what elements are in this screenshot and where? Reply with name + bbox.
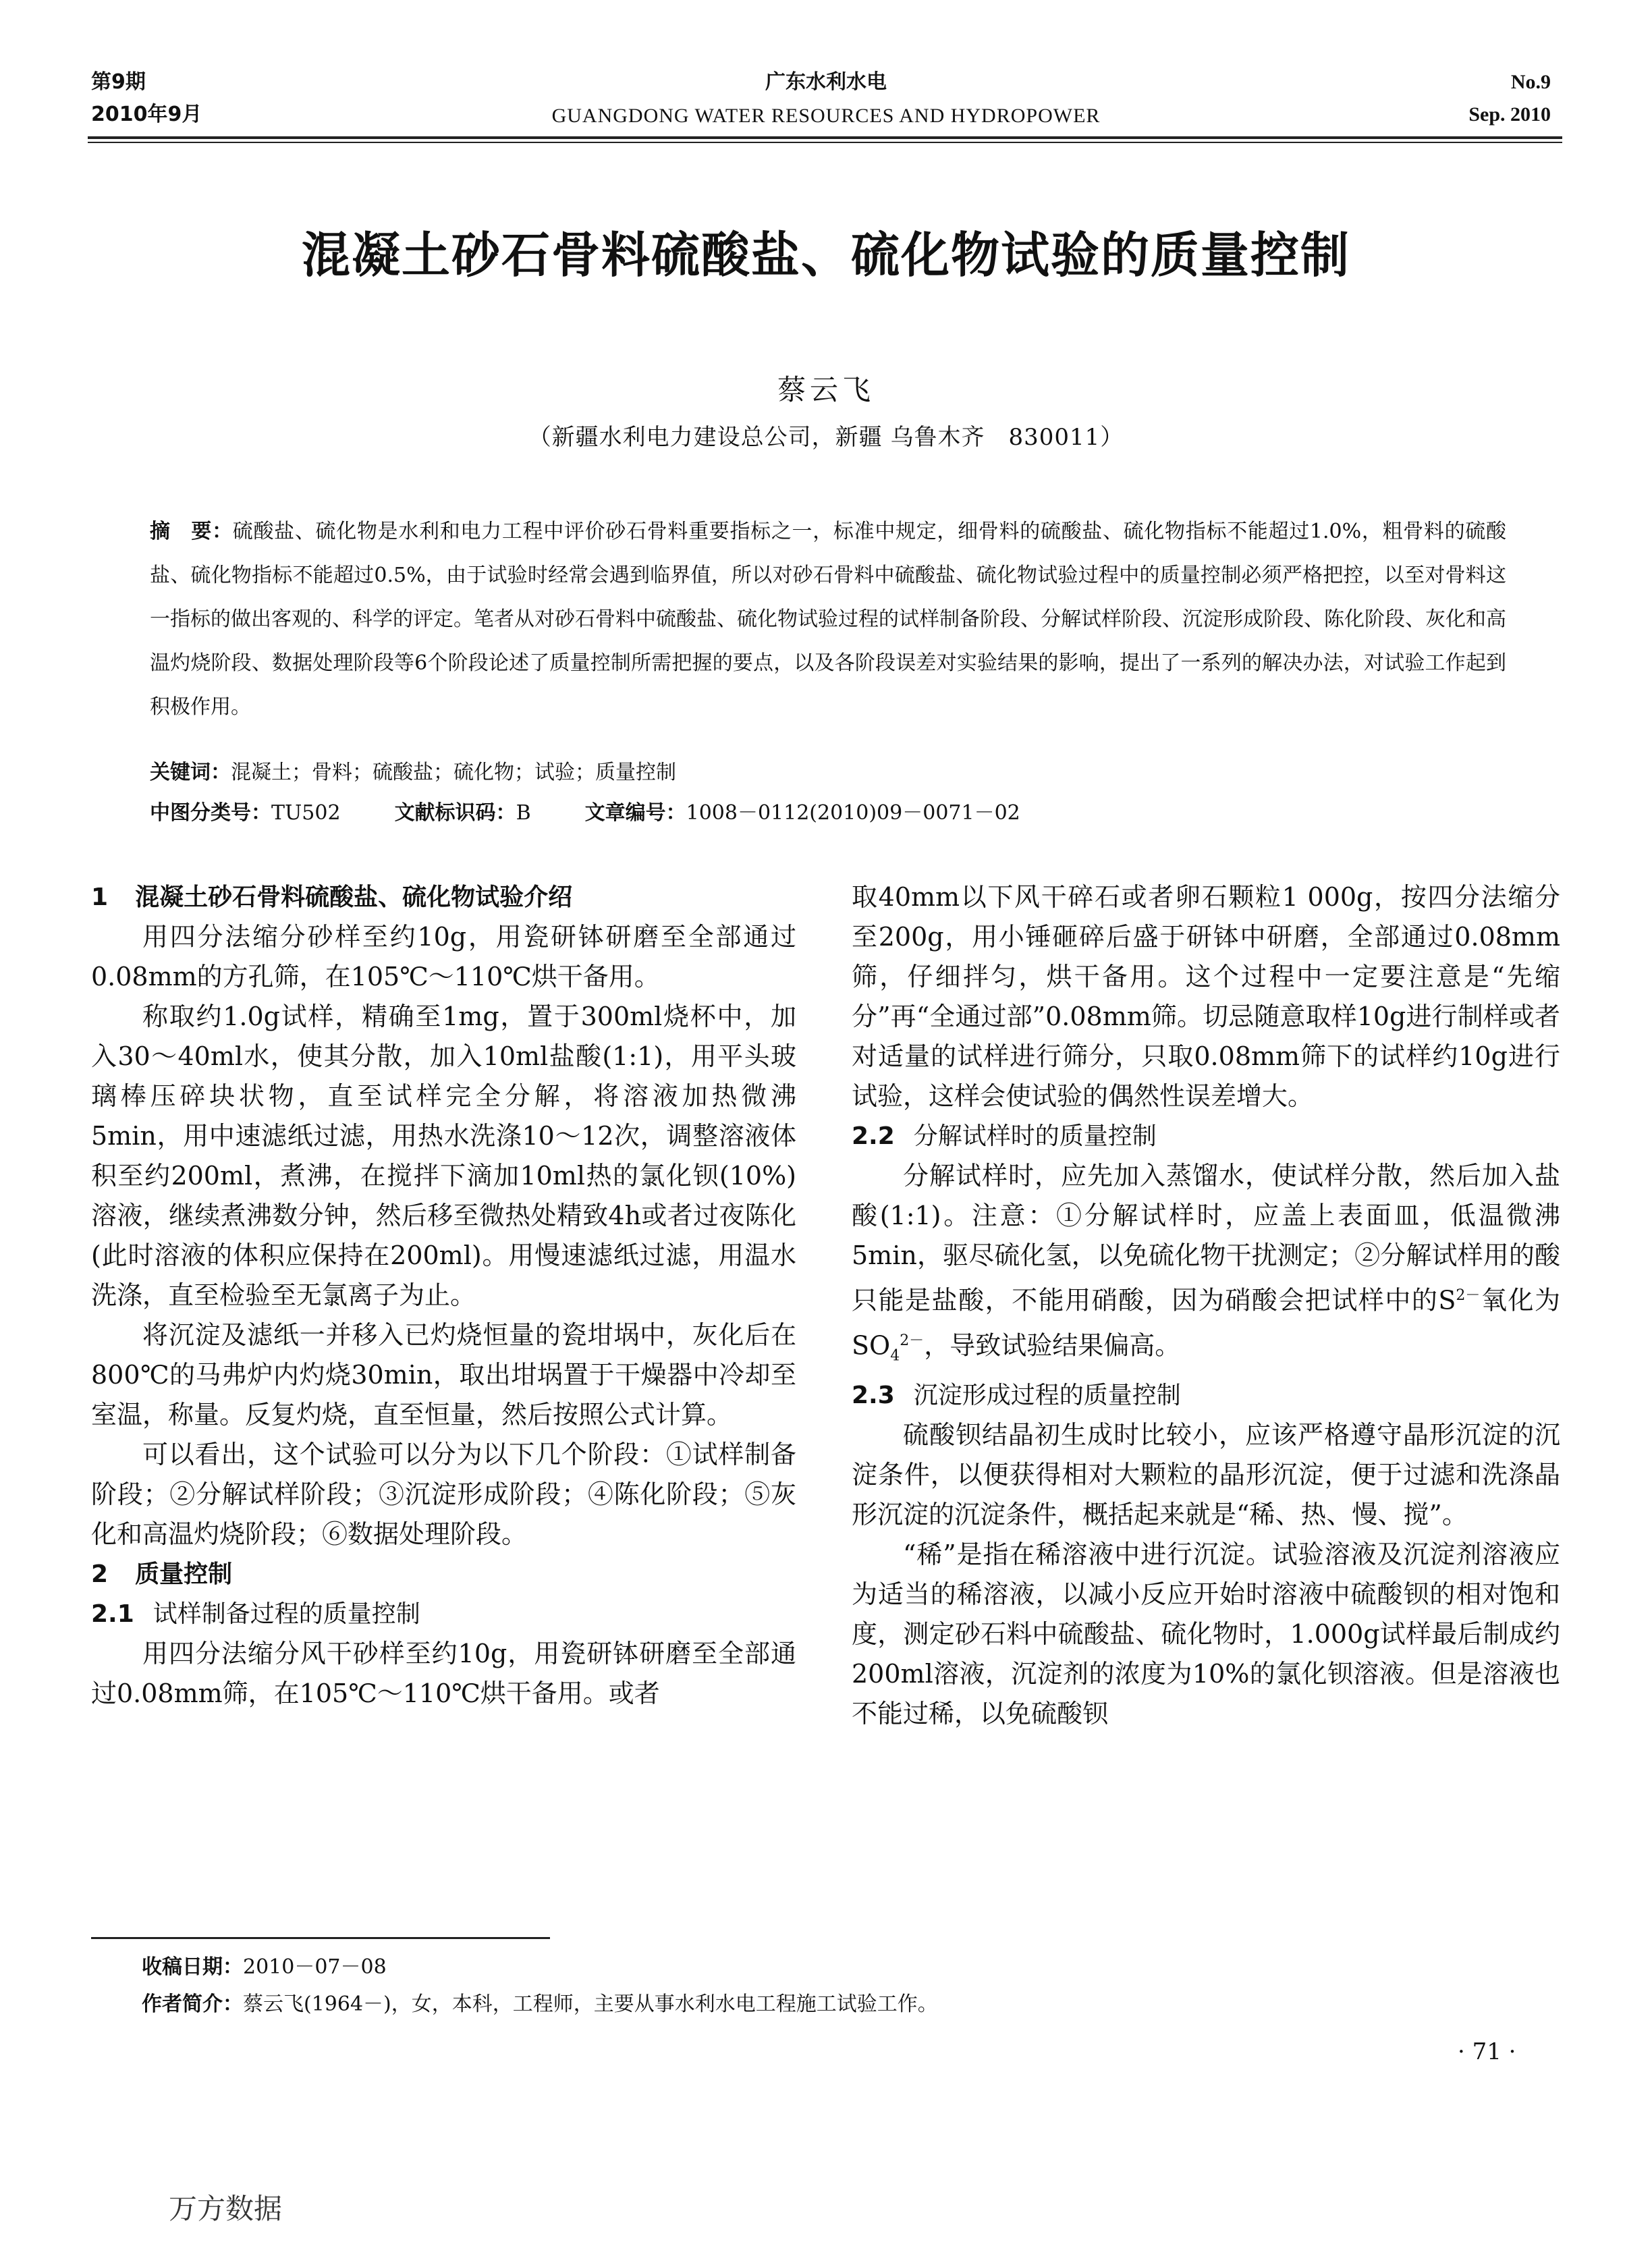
issue-cn: 第9期 bbox=[91, 70, 146, 94]
doc-code-value: B bbox=[516, 801, 531, 825]
issue-en: No.9 bbox=[1510, 71, 1551, 93]
section-2-2-title: 分解试样时的质量控制 bbox=[913, 1122, 1157, 1150]
date-cn: 2010年9月 bbox=[91, 103, 202, 126]
paragraph: 硫酸钡结晶初生成时比较小，应该严格遵守晶形沉淀的沉淀条件，以便获得相对大颗粒的晶形沉淀，便于过滤和洗涤晶形沉淀的沉淀条件，概括起来就是“稀、热、慢、搅”。 bbox=[852, 1419, 1560, 1529]
clc-value: TU502 bbox=[271, 801, 341, 825]
abstract-label: 摘 要： bbox=[150, 520, 233, 543]
journal-cn: 广东水利水电 bbox=[765, 70, 887, 94]
footnote-received bbox=[142, 1954, 387, 1981]
paragraph: “稀”是指在稀溶液中进行沉淀。试验溶液及沉淀剂溶液应为适当的稀溶液，以减小反应开始时溶液中硫酸钡的相对饱和度，测定砂石料中硫酸盐、硫化物时，1.000g试样最后制成约200ml溶液，沉淀剂的浓度为10%的氯化钡溶液。但是溶液也不能过稀，以免硫酸钡 bbox=[852, 1539, 1560, 1728]
paragraph: 称取约1.0g试样，精确至1mg，置于300ml烧杯中，加入30～40ml水，使其分散，加入10ml盐酸(1:1)，用平头玻璃棒压碎块状物，直至试样完全分解，将溶液加热微沸5min，用中速滤纸过滤，用热水洗涤10～12次，调整溶液体积至约200ml，煮沸，在搅拌下滴加10ml热的氯化钡(10%)溶液，继续煮沸数分钟，然后移至微热处精致4h或者过夜陈化(此时溶液的体积应保持在200ml)。用慢速滤纸过滤，用温水洗涤，直至检验至无氯离子为止。 bbox=[91, 1002, 796, 1310]
doc-code-label: 文献标识码： bbox=[394, 801, 516, 825]
section-1-number: 1 bbox=[91, 883, 109, 911]
superscript: 2－ bbox=[900, 1332, 925, 1349]
keywords-text: 混凝土；骨料；硫酸盐；硫化物；试验；质量控制 bbox=[231, 761, 676, 784]
paragraph: 将沉淀及滤纸一并移入已灼烧恒量的瓷坩埚中，灰化后在800℃的马弗炉内灼烧30min，取出坩埚置于干燥器中冷却至室温，称量。反复灼烧，直至恒量，然后按照公式计算。 bbox=[91, 1320, 796, 1429]
header-rule bbox=[88, 136, 1562, 139]
section-2-number: 2 bbox=[91, 1560, 109, 1588]
paragraph-part: 氧化为SO bbox=[852, 1285, 1560, 1361]
keywords-label: 关键词： bbox=[150, 761, 231, 784]
paragraph: 取40mm以下风干碎石或者卵石颗粒1 000g，按四分法缩分至200g，用小锤砸碎后盛于研钵中研磨，全部通过0.08mm筛，仔细拌匀，烘干备用。这个过程中一定要注意是“先缩分”再“全通过部”0.08mm筛。切忌随意取样10g进行制样或者对适量的试样进行筛分，只取0.08mm筛下的试样约10g进行试验，这样会使试验的偶然性误差增大。 bbox=[852, 882, 1560, 1111]
abstract-text: 硫酸盐、硫化物是水利和电力工程中评价砂石骨料重要指标之一，标准中规定，细骨料的硫酸盐、硫化物指标不能超过1.0%，粗骨料的硫酸盐、硫化物指标不能超过0.5%，由于试验时经常会遇到临界值，所以对砂石骨料中硫酸盐、硫化物试验过程中的质量控制必须严格把控，以至对骨料这一指标的做出客观的、科学的评定。笔者从对砂石骨料中硫酸盐、硫化物试验过程的试样制备阶段、分解试样阶段、沉淀形成阶段、陈化阶段、灰化和高温灼烧阶段、数据处理阶段等6个阶段论述了质量控制所需把握的要点，以及各阶段误差对实验结果的影响，提出了一系列的解决办法，对试验工作起到积极作用。 bbox=[150, 520, 1506, 719]
article-number-label: 文章编号： bbox=[584, 801, 686, 825]
section-2-3-title: 沉淀形成过程的质量控制 bbox=[913, 1381, 1181, 1409]
keywords bbox=[150, 756, 676, 790]
section-2-1-title: 试样制备过程的质量控制 bbox=[153, 1600, 420, 1628]
paragraph: 可以看出，这个试验可以分为以下几个阶段：①试样制备阶段；②分解试样阶段；③沉淀形成阶段；④陈化阶段；⑤灰化和高温灼烧阶段；⑥数据处理阶段。 bbox=[91, 1440, 796, 1549]
left-column bbox=[91, 877, 796, 1714]
footnote-rule bbox=[91, 1937, 550, 1939]
page-number: · 71 · bbox=[1458, 2038, 1516, 2065]
section-2-heading bbox=[91, 1554, 796, 1594]
section-2-title: 质量控制 bbox=[135, 1560, 233, 1588]
header-rule-thin bbox=[88, 142, 1562, 143]
subscript: 4 bbox=[890, 1346, 900, 1364]
footnote-author-bio bbox=[142, 1991, 938, 2018]
watermark: 万方数据 bbox=[169, 2192, 283, 2225]
section-2-2-number: 2.2 bbox=[852, 1122, 895, 1150]
article-title: 混凝土砂石骨料硫酸盐、硫化物试验的质量控制 bbox=[301, 227, 1350, 283]
paragraph-part: ，导致试验结果偏高。 bbox=[924, 1330, 1181, 1361]
section-2-3-heading bbox=[852, 1375, 1560, 1415]
article-number-value: 1008－0112(2010)09－0071－02 bbox=[686, 801, 1020, 825]
superscript: 2－ bbox=[1456, 1287, 1481, 1304]
received-label: 收稿日期： bbox=[142, 1955, 243, 1979]
classification-line bbox=[150, 796, 1506, 830]
journal-en: GUANGDONG WATER RESOURCES AND HYDROPOWER bbox=[551, 105, 1101, 127]
author-name: 蔡云飞 bbox=[777, 373, 875, 406]
section-2-2-heading bbox=[852, 1116, 1560, 1156]
received-value: 2010－07－08 bbox=[243, 1955, 387, 1979]
date-en: Sep. 2010 bbox=[1468, 103, 1551, 126]
bio-label: 作者简介： bbox=[142, 1992, 243, 2016]
paragraph bbox=[852, 1156, 1560, 1375]
right-column bbox=[852, 877, 1560, 1734]
paragraph-part: 分解试样时，应先加入蒸馏水，使试样分散，然后加入盐酸(1:1)。注意：①分解试样时，应盖上表面皿，低温微沸5min，驱尽硫化氢，以免硫化物干扰测定；②分解试样用的酸只能是盐酸，不能用硝酸，因为硝酸会把试样中的S bbox=[852, 1161, 1560, 1315]
bio-value: 蔡云飞(1964－)，女，本科，工程师，主要从事水利水电工程施工试验工作。 bbox=[243, 1992, 938, 2016]
section-2-1-heading bbox=[91, 1594, 796, 1634]
clc-label: 中图分类号： bbox=[150, 801, 271, 825]
paragraph: 用四分法缩分风干砂样至约10g，用瓷研钵研磨至全部通过0.08mm筛，在105℃～110℃烘干备用。或者 bbox=[91, 1639, 796, 1708]
section-1-title: 混凝土砂石骨料硫酸盐、硫化物试验介绍 bbox=[135, 883, 573, 911]
section-2-3-number: 2.3 bbox=[852, 1381, 895, 1409]
section-2-1-number: 2.1 bbox=[91, 1600, 134, 1628]
paragraph: 用四分法缩分砂样至约10g，用瓷研钵研磨至全部通过0.08mm的方孔筛，在105℃～110℃烘干备用。 bbox=[91, 922, 796, 991]
abstract bbox=[150, 510, 1506, 729]
section-1-heading bbox=[91, 877, 796, 917]
author-affiliation: （新疆水利电力建设总公司，新疆 乌鲁木齐 830011） bbox=[528, 424, 1124, 451]
